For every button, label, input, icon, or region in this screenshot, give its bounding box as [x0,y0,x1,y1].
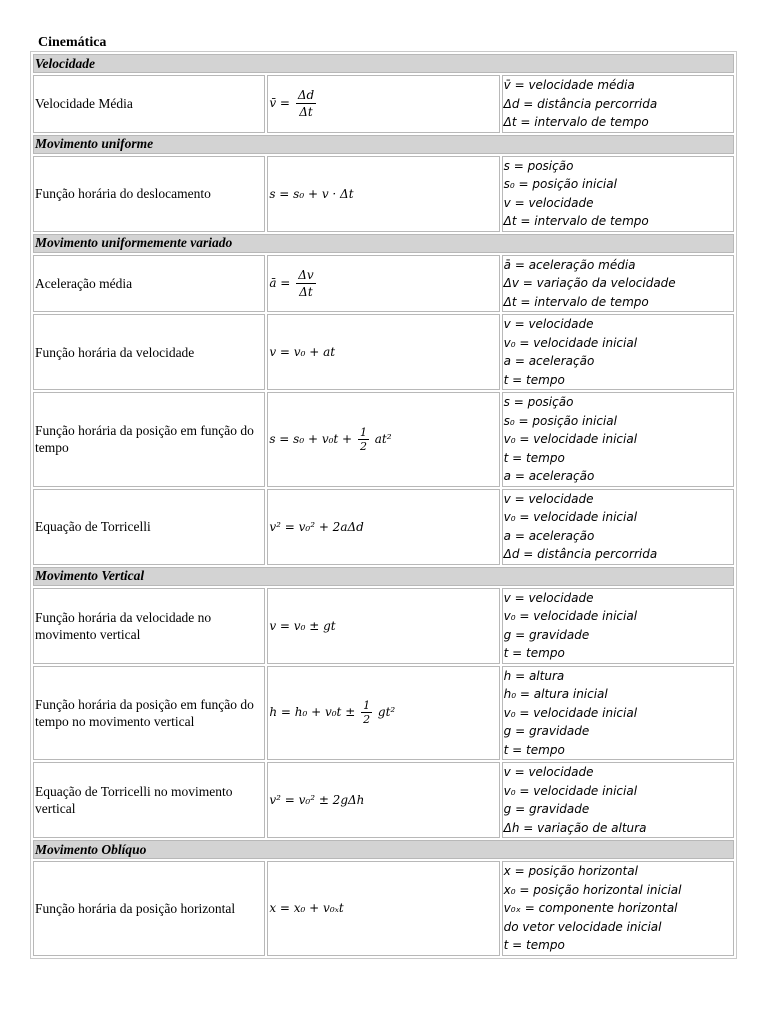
variable-definition: Δd = distância percorrida [503,96,658,111]
fraction [296,88,316,119]
page-title: Cinemática [38,35,107,50]
formula-lhs: h = h₀ + v₀t ± [269,705,356,720]
fraction-denominator: Δt [299,105,313,120]
variable-definition: g = gravidade [503,724,590,738]
variable-definition: Δh = variação de altura [503,820,647,835]
variable-definition: h₀ = altura inicial [503,687,608,701]
formula-rhs: at² [374,431,392,446]
section-heading: Movimento uniforme [33,135,734,154]
variable-definition: t = tempo [503,372,565,387]
formula-name: Equação de Torricelli no movimento vertical [33,762,265,838]
variable-definitions [502,156,734,232]
formula-name: Aceleração média [33,255,265,313]
formula-expression: v = v₀ + at [267,314,499,390]
variable-definition: v = velocidade [503,491,594,506]
formula-lhs: s = s₀ + v₀t + [269,431,353,446]
formula-rhs: gt² [377,705,396,720]
variable-definition: Δd = distância percorrida [503,547,658,561]
variable-definition: t = tempo [503,742,565,757]
fraction [358,427,369,452]
formula-expression: x = x₀ + v₀ₓt [267,861,499,956]
formula-lhs: v̄ = [269,96,290,111]
variable-definition: do vetor velocidade inicial [503,919,662,934]
fraction-denominator: 2 [363,713,371,727]
variable-definition: v₀ = velocidade inicial [503,705,638,720]
variable-definition: v₀ = velocidade inicial [503,432,638,446]
variable-definitions [502,75,734,133]
formula-row [33,75,734,133]
formula-lhs: ā = [269,275,291,290]
variable-definitions [502,255,734,313]
formula-expression: s = s₀ + v · Δt [267,156,499,232]
variable-definition: t = tempo [503,646,565,660]
formula-row [33,861,734,956]
variable-definition: v = velocidade [503,765,594,779]
variable-definition: t = tempo [503,450,565,465]
section-heading: Movimento Oblíquo [33,840,734,859]
formula-name: Função horária da posição em função do tempo no movimento vertical [33,666,265,761]
formula-row [33,762,734,838]
formula-row [33,666,734,761]
section-header-row [33,567,734,586]
variable-definition: s = posição [503,158,574,173]
variable-definition: v = velocidade [503,195,594,210]
variable-definitions [502,392,734,487]
formula-name: Função horária da posição horizontal [33,861,265,956]
section-header-row [33,840,734,859]
variable-definitions [502,762,734,838]
variable-definition: Δt = intervalo de tempo [503,294,649,309]
variable-definitions [502,314,734,390]
variable-definition: ā = aceleração média [503,257,636,272]
formula-name: Função horária da velocidade [33,314,265,390]
variable-definitions [502,489,734,565]
variable-definition: Δv = variação da velocidade [503,276,676,290]
formula-expression [267,255,499,313]
formula-expression [267,392,499,487]
variable-definition: v₀ₓ = componente horizontal [503,901,678,915]
formula-expression: v = v₀ ± gt [267,588,499,664]
variable-definition: t = tempo [503,938,565,952]
variable-definition: v₀ = velocidade inicial [503,609,638,623]
fraction [296,268,315,299]
section-heading: Velocidade [33,54,734,73]
formula-row [33,489,734,565]
variable-definition: a = aceleração [503,469,595,483]
section-heading: Movimento uniformemente variado [33,234,734,253]
variable-definition: g = gravidade [503,802,590,816]
formula-name: Função horária do deslocamento [33,156,265,232]
section-heading: Movimento Vertical [33,567,734,586]
fraction-numerator: Δd [297,88,315,103]
variable-definition: x₀ = posição horizontal inicial [503,882,682,897]
section-header-row [33,135,734,154]
formula-row [33,588,734,664]
variable-definition: s₀ = posição inicial [503,413,617,428]
fraction-denominator: Δt [299,284,313,299]
formula-expression: v² = v₀² + 2aΔd [267,489,499,565]
variable-definitions [502,666,734,761]
variable-definitions [502,861,734,956]
variable-definition: h = altura [503,668,565,683]
formula-expression: v² = v₀² ± 2gΔh [267,762,499,838]
formula-name: Velocidade Média [33,75,265,133]
fraction-numerator: Δv [298,267,314,282]
variable-definition: v₀ = velocidade inicial [503,335,638,350]
formula-name: Função horária da velocidade no movimento vertical [33,588,265,664]
variable-definition: a = aceleração [503,354,595,368]
variable-definition: Δt = intervalo de tempo [503,214,649,228]
variable-definition: v₀ = velocidade inicial [503,510,638,524]
variable-definition: g = gravidade [503,627,590,642]
fraction-numerator: 1 [359,425,367,439]
variable-definition: v = velocidade [503,590,594,605]
formula-row [33,314,734,390]
formula-expression [267,666,499,761]
variable-definition: a = aceleração [503,528,595,543]
variable-definition: v̄ = velocidade média [503,78,635,92]
formula-row [33,156,734,232]
formula-name: Equação de Torricelli [33,489,265,565]
formula-row [33,255,734,313]
variable-definition: v = velocidade [503,317,594,331]
section-header-row [33,54,734,73]
variable-definition: v₀ = velocidade inicial [503,783,638,798]
formula-name: Função horária da posição em função do tempo [33,392,265,487]
section-header-row [33,234,734,253]
formula-expression [267,75,499,133]
variable-definition: Δt = intervalo de tempo [503,115,649,129]
formula-table [30,51,737,959]
variable-definitions [502,588,734,664]
variable-definition: x = posição horizontal [503,864,638,878]
formula-row [33,392,734,487]
fraction-denominator: 2 [359,439,367,453]
fraction-numerator: 1 [363,699,371,713]
fraction [361,700,372,725]
variable-definition: s₀ = posição inicial [503,177,617,191]
variable-definition: s = posição [503,395,574,409]
